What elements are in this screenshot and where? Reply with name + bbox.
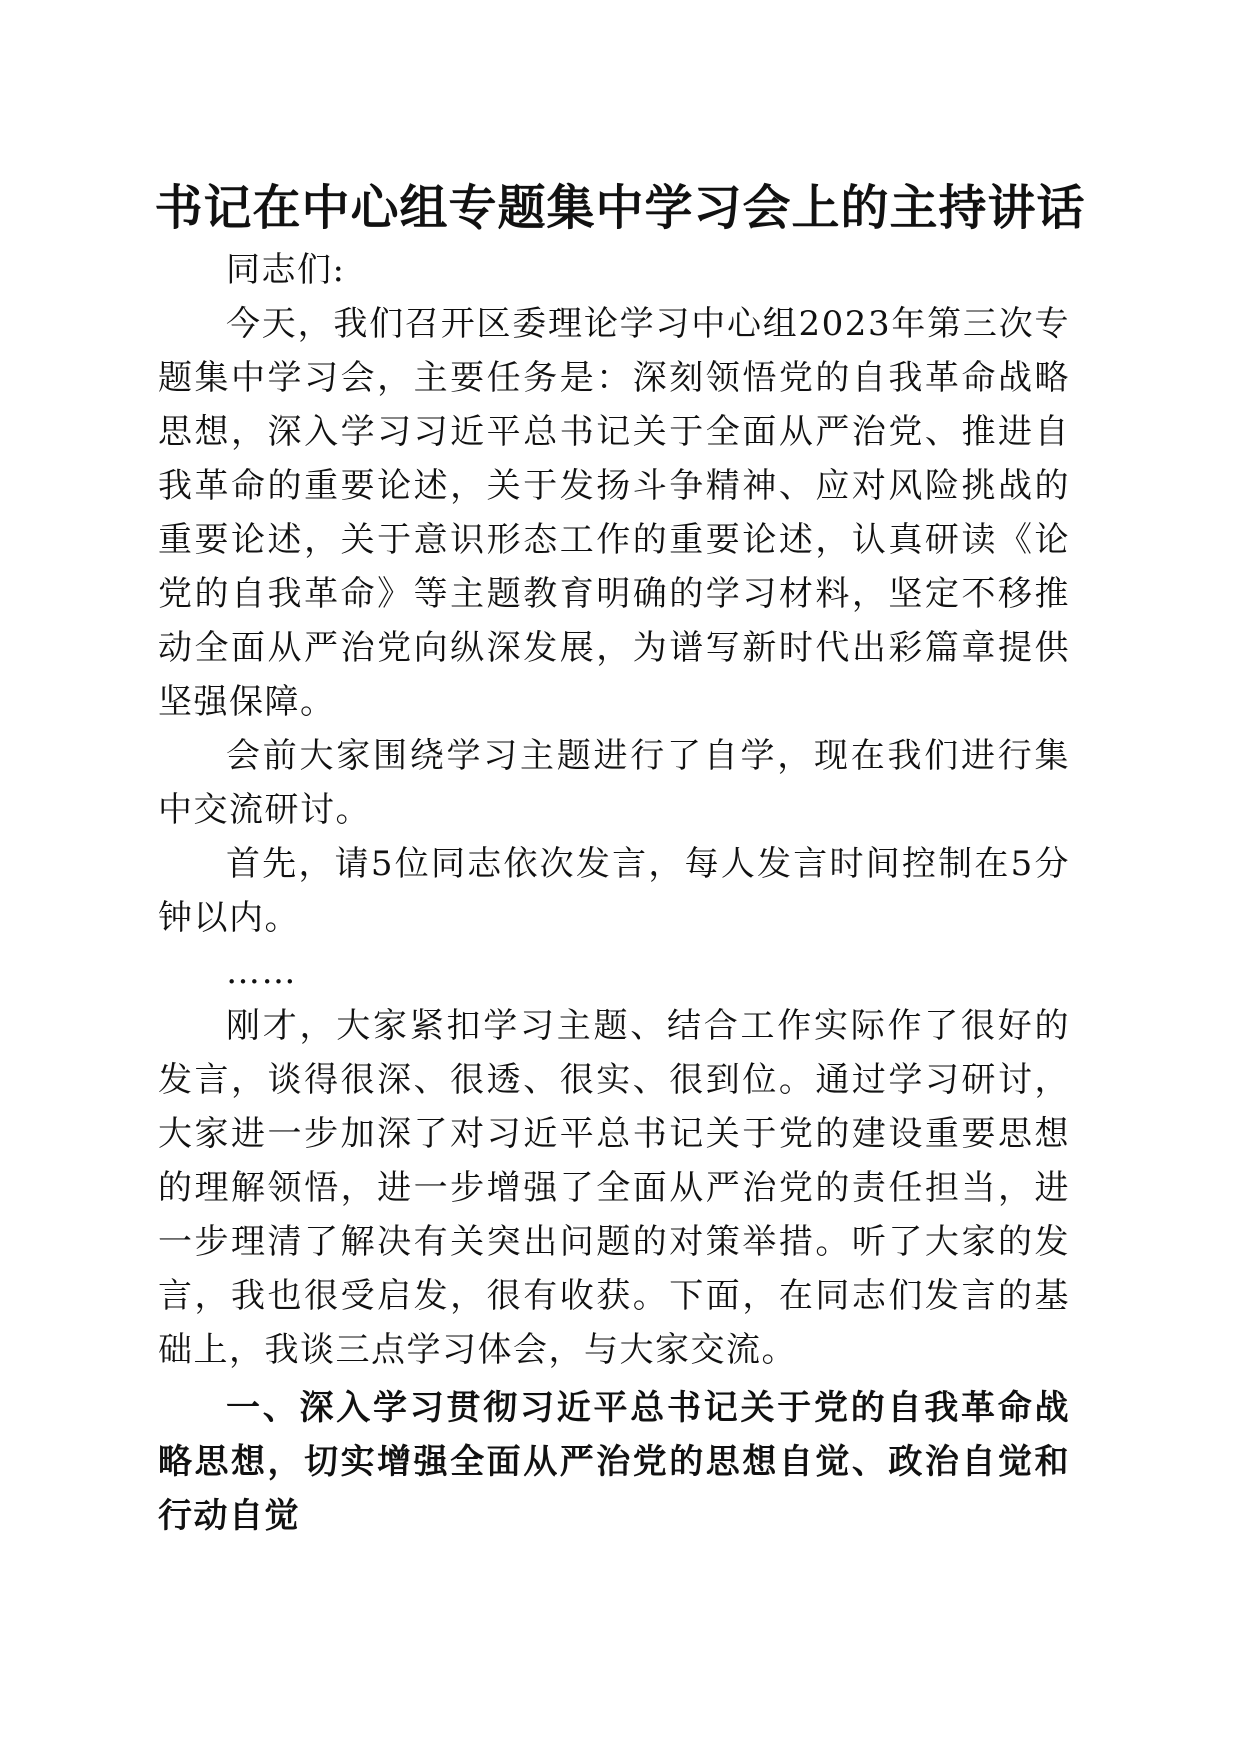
- document-title: 书记在中心组专题集中学习会上的主持讲话: [154, 180, 1086, 236]
- document-body: [158, 243, 1070, 1543]
- section-heading-1: 一、深入学习贯彻习近平总书记关于党的自我革命战略思想，切实增强全面从严治党的思想自觉、政治自觉和行动自觉: [158, 1388, 1070, 1536]
- paragraph-intro: 今天，我们召开区委理论学习中心组2023年第三次专题集中学习会，主要任务是：深刻领悟党的自我革命战略思想，深入学习习近平总书记关于全面从严治党、推进自我革命的重要论述，关于发扬斗争精神、应对风险挑战的重要论述，关于意识形态工作的重要论述，认真研读《论党的自我革命》等主题教育明确的学习材料，坚定不移推动全面从严治党向纵深发展，为谱写新时代出彩篇章提供坚强保障。: [158, 304, 1070, 722]
- paragraph-summary: 刚才，大家紧扣学习主题、结合工作实际作了很好的发言，谈得很深、很透、很实、很到位。通过学习研讨，大家进一步加深了对习近平总书记关于党的建设重要思想的理解领悟，进一步增强了全面从严治党的责任担当，进一步理清了解决有关突出问题的对策举措。听了大家的发言，我也很受启发，很有收获。下面，在同志们发言的基础上，我谈三点学习体会，与大家交流。: [158, 1006, 1070, 1370]
- paragraph-self-study: 会前大家围绕学习主题进行了自学，现在我们进行集中交流研讨。: [158, 736, 1070, 830]
- paragraph-ellipsis: ……: [226, 952, 297, 992]
- paragraph-speakers: 首先，请5位同志依次发言，每人发言时间控制在5分钟以内。: [158, 844, 1070, 938]
- salutation: 同志们:: [226, 250, 346, 290]
